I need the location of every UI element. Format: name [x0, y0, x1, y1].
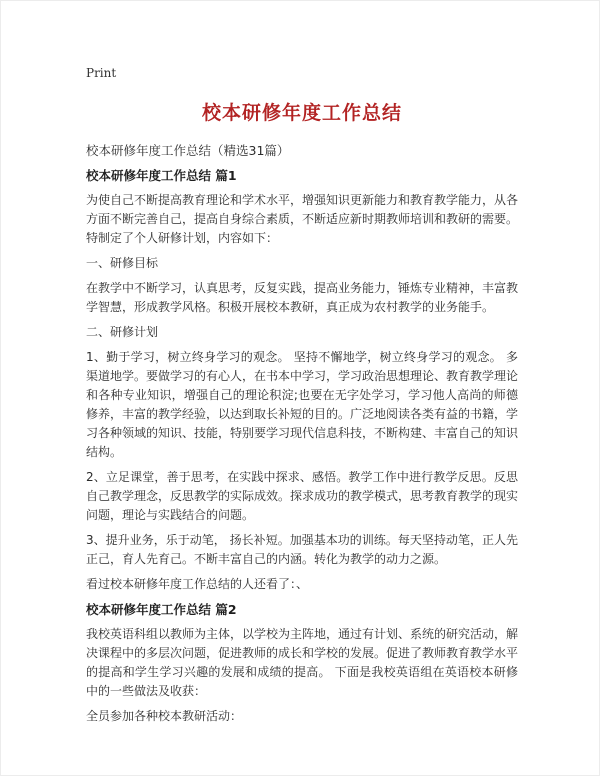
document-subtitle: 校本研修年度工作总结（精选31篇） [86, 143, 290, 158]
document-title: 校本研修年度工作总结 [201, 102, 402, 124]
section-2-heading: 校本研修年度工作总结 篇2 [86, 602, 237, 617]
section-1-plan-item-3: 3、提升业务，乐于动笔， 扬长补短。加强基本功的训练。每天坚持动笔，正人先正己，育人先育己。不断丰富自己的内涵。转化为教学的动力之源。 [86, 533, 518, 566]
section-2-activity-line: 全员参加各种校本教研活动： [86, 709, 243, 723]
section-1 [86, 166, 518, 594]
section-1-plan-subheading: 二、研修计划 [86, 325, 159, 339]
section-1-heading: 校本研修年度工作总结 篇1 [86, 168, 237, 183]
section-1-intro-paragraph: 为使自己不断提高教育理论和学术水平，增强知识更新能力和教育教学能力，从各方面不断完善自己，提高自身综合素质，不断适应新时期教师培训和教研的需要。特制定了个人研修计划，内容如下： [86, 193, 519, 245]
section-2-intro-paragraph: 我校英语科组以教师为主体，以学校为主阵地，通过有计划、系统的研究活动，解决课程中的多层次问题，促进教师的成长和学校的发展。促进了教师教育教学水平的提高和学生学习兴趣的发展和成绩的提高。 下面是我校英语组在英语校本研修中的一些做法及收获： [86, 627, 519, 698]
section-1-plan-item-2: 2、立足课堂，善于思考，在实践中探求、感悟。教学工作中进行教学反思。反思自己教学理念，反思教学的实际成效。探求成功的教学模式，思考教育教学的现实问题，理论与实践结合的问题。 [86, 470, 519, 522]
section-2 [86, 600, 518, 726]
section-1-plan-item-1: 1、勤于学习，树立终身学习的观念。 坚持不懈地学，树立终身学习的观念。 多渠道地学。要做学习的有心人，在书本中学习，学习政治思想理论、教育教学理论和各种专业知识，增强自己的理论积淀;也要在无字处学习，学习他人高尚的师德修养，丰富的教学经验，以达到取长补短的目的。广泛地阅读各类有益的书籍，学习各种领域的知识、技能，特别要学习现代信息科技，不断构建、丰富自己的知识结构。 [86, 350, 519, 459]
print-link[interactable]: Print [86, 66, 117, 80]
section-1-related-line: 看过校本研修年度工作总结的人还看了：、 [86, 577, 309, 591]
section-1-goal-paragraph: 在教学中不断学习，认真思考，反复实践，提高业务能力，锤炼专业精神，丰富教学智慧，形成教学风格。积极开展校本教研，真正成为农村教学的业务能手。 [86, 281, 519, 314]
section-1-goal-subheading: 一、研修目标 [86, 256, 159, 270]
